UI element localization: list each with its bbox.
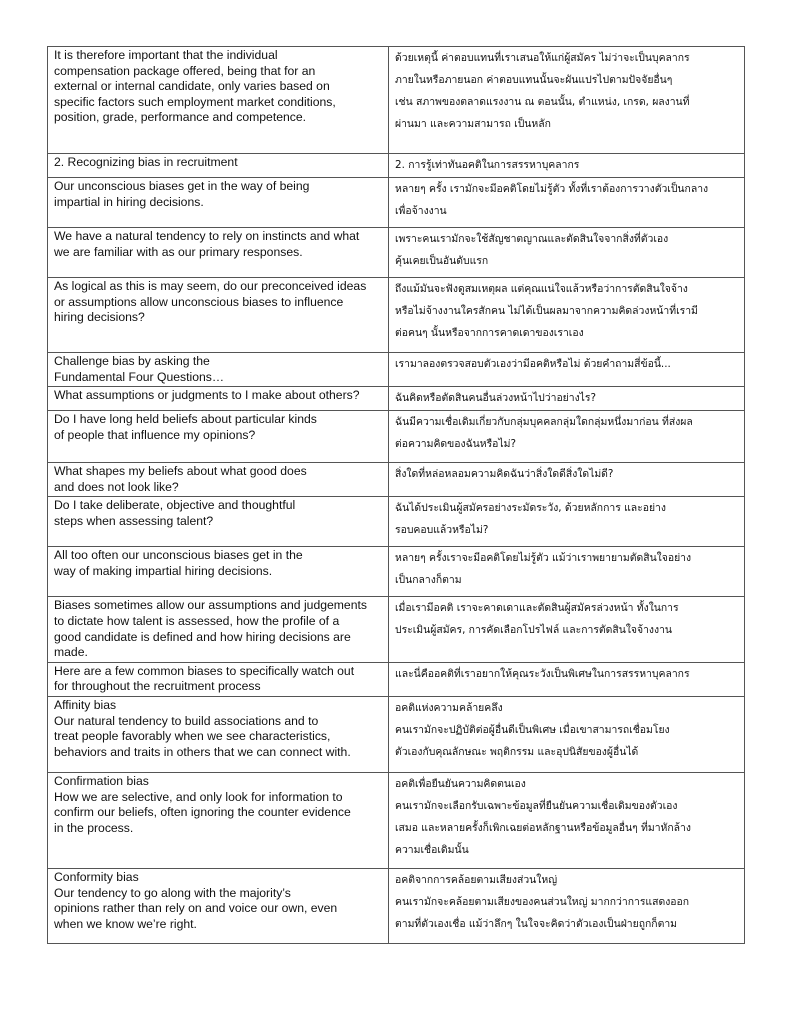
english-text-line: We have a natural tendency to rely on instincts and what xyxy=(54,229,360,243)
thai-cell xyxy=(389,868,745,943)
thai-cell xyxy=(389,387,745,411)
thai-text-line: เพราะคนเรามักจะใช้สัญชาตญาณและตัดสินใจจากสิ่งที่ตัวเอง xyxy=(395,233,669,245)
thai-cell xyxy=(389,597,745,662)
english-text-line: As logical as this is may seem, do our preconceived ideas xyxy=(54,279,367,293)
thai-text-line: เช่น สภาพของตลาดแรงงาน ณ ตอนนั้น, ตำแหน่ง, เกรด, ผลงานที่ xyxy=(395,96,690,108)
thai-text-line: และนี่คืออคติที่เราอยากให้คุณระวังเป็นพิเศษในการสรรหาบุคลากร xyxy=(395,667,690,680)
thai-text-line: ถึงแม้มันจะฟังดูสมเหตุผล แต่คุณแน่ใจแล้วหรือว่าการตัดสินใจจ้าง xyxy=(395,283,688,295)
english-text-line: All too often our unconscious biases get in the xyxy=(54,548,303,563)
english-cell xyxy=(48,228,389,278)
english-cell xyxy=(48,868,389,943)
thai-cell xyxy=(389,772,745,868)
thai-text-line: ต่อความคิดของฉันหรือไม่? xyxy=(395,438,517,451)
english-text-line: Biases sometimes allow our assumptions and judgements xyxy=(54,598,367,613)
thai-cell xyxy=(389,696,745,772)
table-row xyxy=(48,597,745,662)
table-row xyxy=(48,411,745,463)
english-cell xyxy=(48,696,389,772)
thai-cell xyxy=(389,662,745,696)
english-cell xyxy=(48,547,389,597)
english-text-line: Affinity bias xyxy=(54,697,117,712)
thai-cell xyxy=(389,547,745,597)
table-row xyxy=(48,662,745,696)
english-cell xyxy=(48,47,389,154)
thai-text-line: 2. การรู้เท่าทันอคติในการสรรหาบุคลากร xyxy=(395,159,580,171)
thai-text-line: หลายๆ ครั้ง เรามักจะมีอคติโดยไม่รู้ตัว ทั้งที่เราต้องการวางตัวเป็นกลาง xyxy=(395,183,709,195)
thai-text-line: ผ่านมา และความสามารถ เป็นหลัก xyxy=(395,118,551,130)
thai-text-line: คุ้นเคยเป็นอันดับแรก xyxy=(395,255,489,267)
table-row xyxy=(48,387,745,411)
english-text-line: Our unconscious biases get in the way of being xyxy=(54,179,310,193)
table-body xyxy=(48,47,745,944)
table-row xyxy=(48,47,745,154)
thai-text-line: ความเชื่อเดิมนั้น xyxy=(395,843,469,856)
thai-cell xyxy=(389,178,745,228)
thai-cell xyxy=(389,154,745,178)
english-text-line: impartial in hiring decisions. xyxy=(54,194,204,209)
thai-text-line: ตัวเองกับคุณลักษณะ พฤติกรรม และอุปนิสัยของผู้อื่นได้ xyxy=(395,745,639,758)
thai-text-line: ตามที่ตัวเองเชื่อ แม้ว่าลึกๆ ในใจจะคิดว่าตัวเองเป็นฝ่ายถูกก็ตาม xyxy=(395,917,678,930)
english-text-line: specific factors such employment market conditions, xyxy=(54,94,336,109)
table-row xyxy=(48,547,745,597)
thai-cell xyxy=(389,497,745,547)
thai-text-line: ฉันคิดหรือตัดสินคนอื่นล่วงหน้าไปว่าอย่างไร? xyxy=(395,392,596,405)
table-row xyxy=(48,463,745,497)
thai-text-line: เมื่อเรามีอคติ เราจะคาดเดาและตัดสินผู้สมัครล่วงหน้า ทั้งในการ xyxy=(395,602,679,615)
english-text-line: made. xyxy=(54,645,88,660)
thai-cell xyxy=(389,463,745,497)
english-text-line: good candidate is defined and how hiring decisions are xyxy=(54,629,351,644)
thai-text-line: สิ่งใดที่หล่อหลอมความคิดฉันว่าสิ่งใดดีสิ่งใดไม่ดี? xyxy=(395,468,614,481)
table-row xyxy=(48,772,745,868)
thai-text-line: ต่อคนๆ นั้นหรือจากการคาดเดาของเราเอง xyxy=(395,327,584,339)
english-text-line: way of making impartial hiring decisions. xyxy=(54,563,273,578)
english-text-line: compensation package offered, being that for an xyxy=(54,63,316,78)
english-text-line: What shapes my beliefs about what good does xyxy=(54,464,307,479)
english-text-line: for throughout the recruitment process xyxy=(54,679,261,694)
english-cell xyxy=(48,353,389,387)
translation-table xyxy=(47,46,745,944)
english-text-line: hiring decisions? xyxy=(54,310,145,325)
english-cell xyxy=(48,278,389,353)
english-text-line: 2. Recognizing bias in recruitment xyxy=(54,155,238,169)
english-text-line: treat people favorably when we see characteristics, xyxy=(54,729,331,744)
thai-cell xyxy=(389,228,745,278)
english-text-line: Conformity bias xyxy=(54,869,139,884)
thai-cell xyxy=(389,47,745,154)
english-text-line: Do I take deliberate, objective and thoughtful xyxy=(54,498,296,513)
english-text-line: opinions rather than rely on and voice our own, even xyxy=(54,901,338,916)
thai-text-line: รอบคอบแล้วหรือไม่? xyxy=(395,524,489,537)
english-cell xyxy=(48,154,389,178)
english-text-line: position, grade, performance and competence. xyxy=(54,110,307,125)
english-text-line: Fundamental Four Questions… xyxy=(54,369,225,384)
english-cell xyxy=(48,387,389,411)
english-text-line: or assumptions allow unconscious biases to influence xyxy=(54,294,344,309)
thai-text-line: เป็นกลางก็ตาม xyxy=(395,574,462,587)
thai-text-line: อคติแห่งความคล้ายคลึง xyxy=(395,701,503,714)
thai-text-line: คนเรามักจะคล้อยตามเสียงของคนส่วนใหญ่ มากกว่าการแสดงออก xyxy=(395,895,690,908)
english-text-line: external or internal candidate, only varies based on xyxy=(54,79,330,94)
thai-text-line: หลายๆ ครั้งเราจะมีอคติโดยไม่รู้ตัว แม้ว่าเราพยายามตัดสินใจอย่าง xyxy=(395,552,692,565)
thai-text-line: หรือไม่จ้างงานใครสักคน ไม่ได้เป็นผลมาจากความคิดล่วงหน้าที่เรามี xyxy=(395,305,698,317)
english-text-line: confirm our beliefs, often ignoring the counter evidence xyxy=(54,805,351,820)
table-row xyxy=(48,278,745,353)
thai-cell xyxy=(389,411,745,463)
thai-cell xyxy=(389,278,745,353)
english-text-line: Challenge bias by asking the xyxy=(54,354,210,368)
english-cell xyxy=(48,497,389,547)
english-cell xyxy=(48,178,389,228)
thai-text-line: คนเรามักจะเลือกรับเฉพาะข้อมูลที่ยืนยันความเชื่อเดิมของตัวเอง xyxy=(395,799,678,812)
table-row xyxy=(48,228,745,278)
thai-text-line: ด้วยเหตุนี้ ค่าตอบแทนที่เราเสนอให้แก่ผู้สมัคร ไม่ว่าจะเป็นบุคลากร xyxy=(395,52,690,64)
table-row xyxy=(48,154,745,178)
thai-text-line: ภายในหรือภายนอก ค่าตอบแทนนั้นจะผันแปรไปตามปัจจัยอื่นๆ xyxy=(395,74,673,86)
thai-text-line: อคติเพื่อยืนยันความคิดตนเอง xyxy=(395,777,526,790)
english-text-line: in the process. xyxy=(54,820,134,835)
table-row xyxy=(48,353,745,387)
table-row xyxy=(48,868,745,943)
thai-text-line: เสมอ และหลายครั้งก็เพิกเฉยต่อหลักฐานหรือข้อมูลอื่นๆ ที่มาหักล้าง xyxy=(395,821,691,834)
english-text-line: Our natural tendency to build associations and to xyxy=(54,713,319,728)
table-row xyxy=(48,497,745,547)
english-cell xyxy=(48,463,389,497)
table-row xyxy=(48,178,745,228)
english-text-line: behaviors and traits in others that we can connect with. xyxy=(54,744,351,759)
thai-text-line: ประเมินผู้สมัคร, การคัดเลือกโปรไฟล์ และการตัดสินใจจ้างงาน xyxy=(395,624,673,637)
thai-text-line: ฉันมีความเชื่อเดิมเกี่ยวกับกลุ่มบุคคลกลุ่มใดกลุ่มหนึ่งมาก่อน ที่ส่งผล xyxy=(395,416,693,429)
table-row xyxy=(48,696,745,772)
thai-text-line: เพื่อจ้างงาน xyxy=(395,205,447,217)
thai-text-line: คนเรามักจะปฏิบัติต่อผู้อื่นดีเป็นพิเศษ เมื่อเขาสามารถเชื่อมโยง xyxy=(395,723,670,736)
document-page xyxy=(47,46,744,944)
english-text-line: How we are selective, and only look for information to xyxy=(54,789,343,804)
english-cell xyxy=(48,411,389,463)
english-text-line: and does not look like? xyxy=(54,479,179,494)
english-text-line: of people that influence my opinions? xyxy=(54,427,256,442)
english-text-line: to dictate how talent is assessed, how the profile of a xyxy=(54,613,340,628)
english-text-line: Confirmation bias xyxy=(54,773,149,788)
thai-cell xyxy=(389,353,745,387)
english-cell xyxy=(48,597,389,662)
english-text-line: when we know we’re right. xyxy=(54,916,197,931)
english-text-line: It is therefore important that the individual xyxy=(54,48,278,62)
thai-text-line: เรามาลองตรวจสอบตัวเองว่ามีอคติหรือไม่ ด้วยคำถามสี่ข้อนี้... xyxy=(395,358,671,370)
thai-text-line: อคติจากการคล้อยตามเสียงส่วนใหญ่ xyxy=(395,873,558,886)
english-text-line: Our tendency to go along with the majority’s xyxy=(54,885,291,900)
english-text-line: Here are a few common biases to specifically watch out xyxy=(54,663,355,678)
english-text-line: Do I have long held beliefs about particular kinds xyxy=(54,412,317,427)
english-text-line: What assumptions or judgments to I make about others? xyxy=(54,388,360,403)
english-cell xyxy=(48,772,389,868)
english-text-line: steps when assessing talent? xyxy=(54,513,214,528)
english-cell xyxy=(48,662,389,696)
english-text-line: we are familiar with as our primary responses. xyxy=(54,244,303,259)
thai-text-line: ฉันได้ประเมินผู้สมัครอย่างระมัดระวัง, ด้วยหลักการ และอย่าง xyxy=(395,502,666,515)
